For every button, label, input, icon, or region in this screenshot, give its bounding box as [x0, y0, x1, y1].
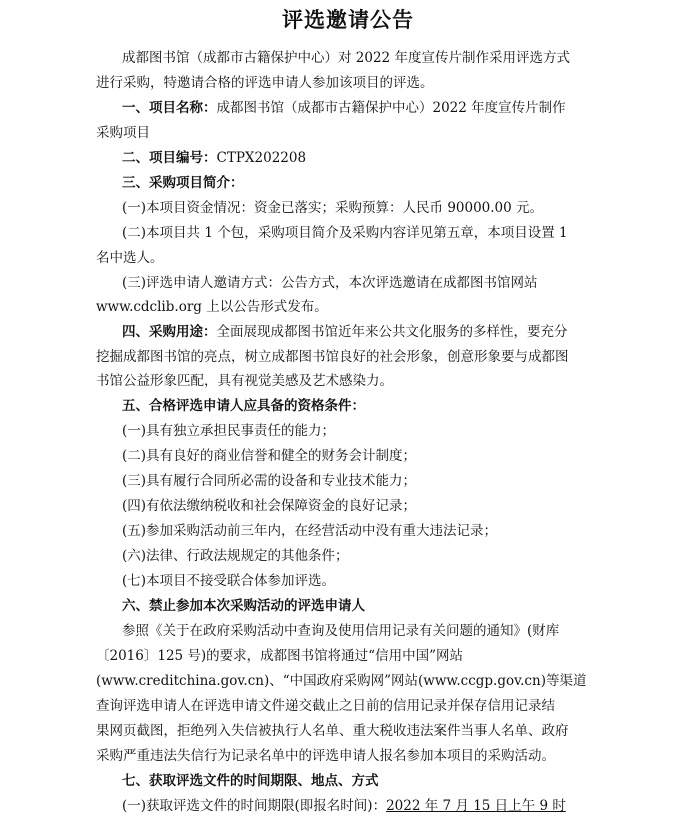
- section-6-line-6: 采购严重违法失信行为记录名单中的评选申请人报名参加本项目的采购活动。: [96, 748, 555, 764]
- intro-line-2: 进行采购，特邀请合格的评选申请人参加该项目的评选。: [96, 75, 434, 91]
- section-4: [122, 323, 568, 341]
- section-5-item: (二)具有良好的商业信誉和健全的财务会计制度；: [122, 448, 417, 464]
- page-title: 评选邀请公告: [282, 8, 414, 32]
- section-5-item: (五)参加采购活动前三年内，在经营活动中没有重大违法记录；: [122, 523, 498, 539]
- section-2-heading: 二、项目编号：: [122, 150, 217, 166]
- section-5-heading: 五、合格评选申请人应具备的资格条件：: [122, 398, 365, 414]
- section-6-line-1: 参照《关于在政府采购活动中查询及使用信用记录有关问题的通知》(财库: [122, 623, 560, 639]
- section-4-line-2: 挖掘成都图书馆的亮点，树立成都图书馆良好的社会形象，创意形象要与成都图: [96, 349, 569, 365]
- section-4-heading: 四、采购用途：: [122, 324, 217, 340]
- section-4-line-3: 书馆公益形象匹配，具有视觉美感及艺术感染力。: [96, 373, 393, 389]
- section-1-heading: 一、项目名称：: [122, 100, 217, 116]
- section-5-item: (一)具有独立承担民事责任的能力；: [122, 423, 336, 439]
- section-3-item-1: (一)本项目资金情况：资金已落实；采购预算：人民币 90000.00 元。: [122, 200, 544, 216]
- section-5-item: (六)法律、行政法规规定的其他条件；: [122, 548, 349, 564]
- project-number: CTPX202208: [216, 150, 307, 166]
- section-7-item-1: [122, 797, 566, 815]
- registration-time: 2022 年 7 月 15 日上午 9 时: [386, 798, 566, 814]
- section-5-item: (四)有依法缴纳税收和社会保障资金的良好记录；: [122, 498, 417, 514]
- section-1-text: 成都图书馆（成都市古籍保护中心）2022 年度宣传片制作: [216, 100, 566, 116]
- section-3-heading: 三、采购项目简介：: [122, 175, 244, 191]
- section-1-cont: 采购项目: [96, 125, 150, 141]
- section-6-heading: 六、禁止参加本次采购活动的评选申请人: [122, 598, 365, 614]
- section-5-item: (七)本项目不接受联合体参加评选。: [122, 573, 336, 589]
- section-1: [122, 99, 566, 117]
- section-3-item-3-cont: www.cdclib.org 上以公告形式发布。: [96, 299, 328, 315]
- section-5-item: (三)具有履行合同所必需的设备和专业技术能力；: [122, 473, 417, 489]
- section-3-item-3: (三)评选申请人邀请方式：公告方式，本次评选邀请在成都图书馆网站: [122, 275, 538, 291]
- section-6-line-4: 查询评选申请人在评选申请文件递交截止之日前的信用记录并保存信用记录结: [96, 698, 555, 714]
- section-2: [122, 149, 306, 167]
- section-3-item-2-cont: 名中选人。: [96, 250, 164, 266]
- section-6-line-5: 果网页截图，拒绝列入失信被执行人名单、重大税收违法案件当事人名单、政府: [96, 723, 569, 739]
- intro-line-1: 成都图书馆（成都市古籍保护中心）对 2022 年度宣传片制作采用评选方式: [122, 50, 570, 66]
- section-4-text: 全面展现成都图书馆近年来公共文化服务的多样性，要充分: [216, 324, 568, 340]
- section-6-line-3: (www.creditchina.gov.cn)、“中国政府采购网”网站(www.ccgp.gov.cn)等渠道: [96, 673, 587, 689]
- section-7-heading: 七、获取评选文件的时间期限、地点、方式: [122, 773, 379, 789]
- section-7-item-1-label: (一)获取评选文件的时间期限(即报名时间)：: [122, 798, 387, 814]
- section-3-item-2: (二)本项目共 1 个包，采购项目简介及采购内容详见第五章，本项目设置 1: [122, 225, 568, 241]
- section-6-line-2: 〔2016〕125 号)的要求，成都图书馆将通过“信用中国”网站: [96, 648, 463, 664]
